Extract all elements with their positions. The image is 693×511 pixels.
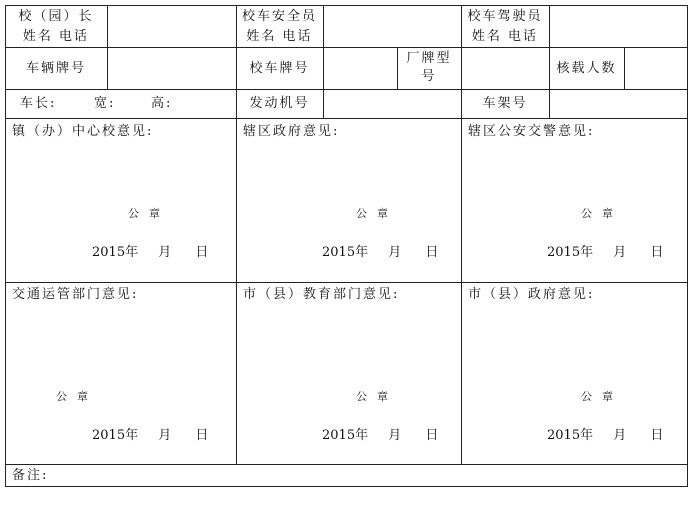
principal-line2: 姓名 电话 (22, 29, 90, 44)
model-line1: 厂牌型 (406, 51, 452, 66)
date-year: 2015年 (547, 428, 594, 443)
opinion-label-district-gov: 辖区政府意见: (243, 124, 340, 139)
model-line2: 号 (421, 69, 437, 84)
opinion-label-town-school: 镇（办）中心校意见: (12, 124, 154, 139)
vehicle-plate-label: 车辆牌号 (25, 61, 86, 76)
rule-op-b (461, 118, 462, 465)
date-month: 月 (388, 428, 402, 443)
date-education (322, 428, 438, 444)
date-day: 日 (650, 245, 664, 260)
driver-line2: 姓名 电话 (471, 29, 539, 44)
rule-r3-b (323, 89, 324, 119)
opinion-label-transport: 交通运管部门意见: (12, 287, 139, 302)
seal-town-school: 公章 (128, 207, 170, 220)
school-bus-plate-label: 校车牌号 (249, 61, 310, 76)
date-day: 日 (425, 428, 439, 443)
date-year: 2015年 (547, 245, 594, 260)
date-day: 日 (195, 245, 209, 260)
date-year: 2015年 (92, 428, 139, 443)
rule-r1-c (323, 5, 324, 48)
date-month: 月 (388, 245, 402, 260)
seal-education: 公章 (356, 390, 398, 403)
principal-line1: 校（园）长 (18, 9, 94, 24)
rule-r1-e (549, 5, 550, 48)
rule-row5-bottom (5, 464, 688, 465)
rule-r3-d (549, 89, 550, 119)
date-district-gov (322, 245, 438, 261)
capacity-label: 核载人数 (556, 61, 617, 76)
date-month: 月 (158, 428, 172, 443)
rule-left (5, 5, 6, 487)
rule-bottom (5, 486, 688, 487)
date-traffic-police (547, 245, 663, 261)
driver-label (461, 9, 549, 45)
date-city-gov (547, 428, 663, 444)
date-year: 2015年 (322, 428, 369, 443)
seal-traffic-police: 公章 (581, 207, 623, 220)
safety-line1: 校车安全员 (241, 9, 317, 24)
rule-right (687, 5, 688, 487)
date-day: 日 (195, 428, 209, 443)
rule-row4-bottom (5, 282, 688, 283)
principal-label (5, 9, 107, 45)
seal-transport: 公章 (56, 390, 98, 403)
rule-r2-e (461, 47, 462, 90)
height-label: 高: (151, 96, 173, 111)
date-month: 月 (158, 245, 172, 260)
date-day: 日 (650, 428, 664, 443)
opinion-label-traffic-police: 辖区公安交警意见: (468, 124, 595, 139)
date-year: 2015年 (322, 245, 369, 260)
date-day: 日 (425, 245, 439, 260)
rule-r2-c (323, 47, 324, 90)
rule-op-a (236, 118, 237, 465)
rule-row3-bottom (5, 118, 688, 119)
date-town-school (92, 245, 208, 261)
rule-r1-a (107, 5, 108, 48)
frame-label: 车架号 (482, 96, 528, 111)
opinion-label-city-gov: 市（县）政府意见: (468, 287, 595, 302)
width-label: 宽: (94, 96, 116, 111)
safety-line2: 姓名 电话 (246, 29, 313, 44)
engine-label: 发动机号 (249, 96, 310, 111)
safety-officer-label (236, 9, 323, 45)
model-label (397, 51, 461, 85)
date-month: 月 (613, 428, 627, 443)
length-label: 车长: (20, 96, 57, 111)
date-transport (92, 428, 208, 444)
date-year: 2015年 (92, 245, 139, 260)
seal-district-gov: 公章 (356, 207, 398, 220)
date-month: 月 (613, 245, 627, 260)
driver-line1: 校车驾驶员 (467, 9, 543, 24)
rule-r2-g (624, 47, 625, 90)
opinion-label-education: 市（县）教育部门意见: (243, 287, 400, 302)
seal-city-gov: 公章 (581, 390, 623, 403)
rule-r2-a (107, 47, 108, 90)
remarks-label: 备注: (12, 468, 49, 483)
